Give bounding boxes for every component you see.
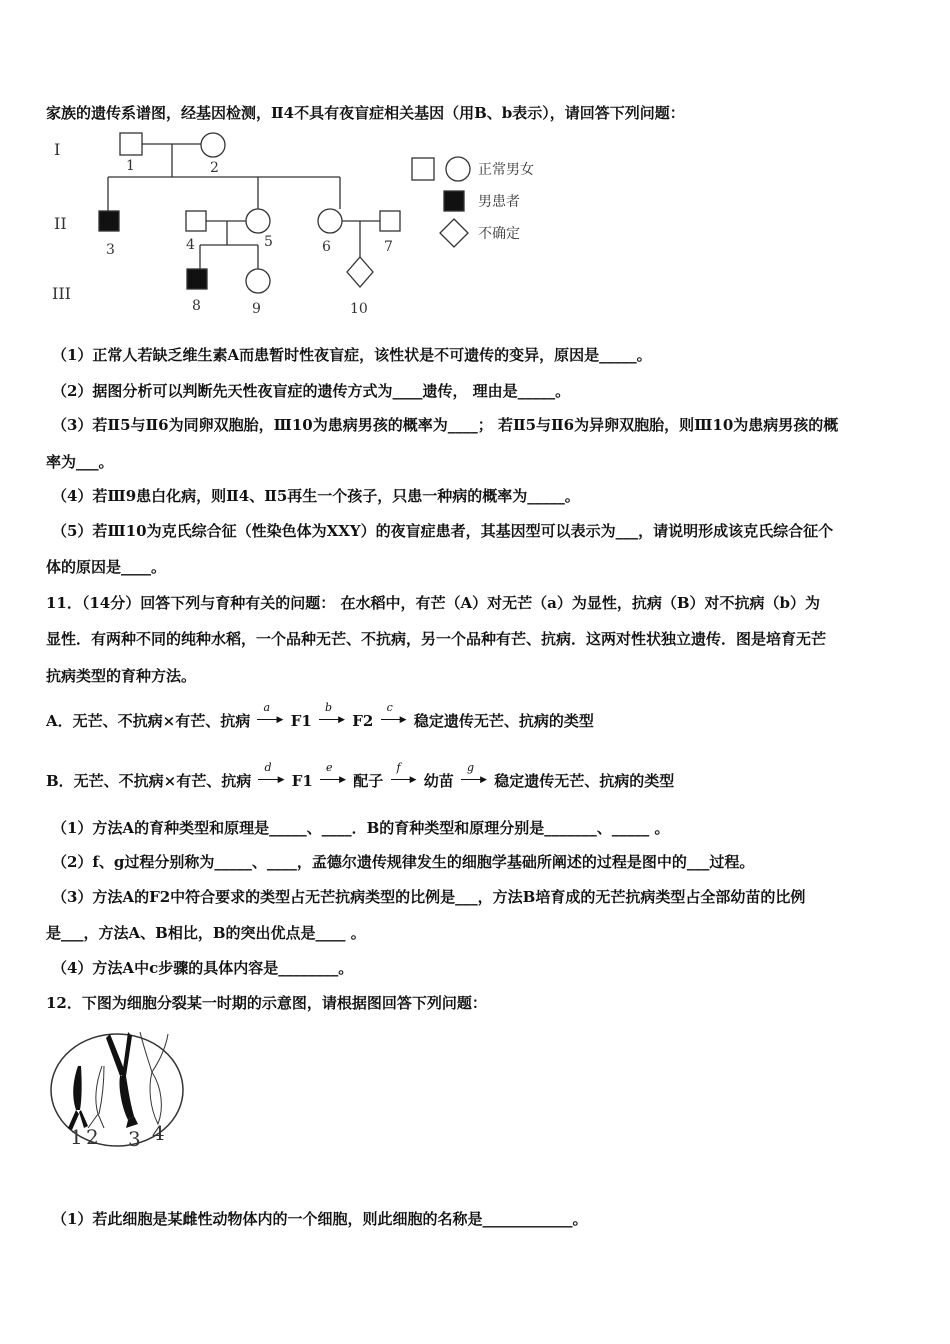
individual-number-5: 5 bbox=[264, 234, 273, 250]
q10-sub2: （2）据图分析可以判断先天性夜盲症的遗传方式为____遗传， 理由是_____。 bbox=[52, 382, 571, 400]
pedigree-individual-7 bbox=[380, 211, 400, 231]
individual-number-3: 3 bbox=[106, 242, 115, 258]
method-a-flow: A．无芒、不抗病×有芒、抗病 a ▶ F1 b ▶ F2 c ▶ 稳定遗传无芒、抗病的类型 bbox=[46, 701, 594, 730]
q11-sub3: （3）方法A的F2中符合要求的类型占无芒抗病类型的比例是___，方法B培育成的无芒抗病类型占全部幼苗的比例 bbox=[52, 888, 806, 906]
q10-sub3-cont: 率为___。 bbox=[46, 453, 114, 471]
individual-number-6: 6 bbox=[322, 239, 331, 255]
pedigree-individual-1 bbox=[120, 133, 142, 155]
legend-label-uncertain: 不确定 bbox=[478, 226, 520, 242]
q11-stem-line1: 11．（14分）回答下列与育种有关的问题： 在水稻中，有芒（A）对无芒（a）为显性，抗病（B）对不抗病（b）为 bbox=[46, 594, 820, 612]
q10-sub4: （4）若Ⅲ9患白化病，则Ⅱ4、Ⅱ5再生一个孩子，只患一种病的概率为_____。 bbox=[52, 487, 580, 505]
chromosome-label-4: 4 bbox=[152, 1121, 165, 1145]
pedigree-individual-4 bbox=[186, 211, 206, 231]
generation-label-2: II bbox=[54, 214, 67, 233]
individual-number-4: 4 bbox=[186, 237, 195, 253]
arrow-c: c ▶ bbox=[381, 715, 407, 729]
q10-sub3: （3）若Ⅱ5与Ⅱ6为同卵双胞胎，Ⅲ10为患病男孩的概率为____； 若Ⅱ5与Ⅱ6为异卵双胞胎，则Ⅲ10为患病男孩的概 bbox=[52, 416, 839, 434]
pedigree-individual-6 bbox=[318, 209, 342, 233]
pedigree-individual-9 bbox=[246, 269, 270, 293]
generation-label-1: I bbox=[54, 140, 61, 159]
legend-female-normal-symbol bbox=[446, 157, 470, 181]
q11-sub3-cont: 是___，方法A、B相比，B的突出优点是____ 。 bbox=[46, 924, 366, 942]
individual-number-8: 8 bbox=[192, 298, 201, 314]
pedigree-individual-2 bbox=[201, 133, 225, 157]
q11-sub4: （4）方法A中c步骤的具体内容是________。 bbox=[52, 959, 354, 977]
pedigree-individual-5 bbox=[246, 209, 270, 233]
intro-text: 家族的遗传系谱图，经基因检测，Ⅱ4不具有夜盲症相关基因（用B、b表示），请回答下列问题： bbox=[46, 104, 685, 122]
q11-stem-line3: 抗病类型的育种方法。 bbox=[46, 667, 197, 685]
generation-label-3: III bbox=[52, 284, 71, 303]
arrow-b: b ▶ bbox=[319, 715, 345, 729]
arrow-f: f ▶ bbox=[391, 775, 417, 789]
q12-sub1: （1）若此细胞是某雌性动物体内的一个细胞，则此细胞的名称是____________。 bbox=[52, 1210, 588, 1228]
q10-sub5-cont: 体的原因是____。 bbox=[46, 558, 167, 576]
pedigree-individual-8 bbox=[187, 269, 207, 289]
legend-label-male-affected: 男患者 bbox=[478, 194, 520, 210]
q11-stem-line2: 显性．有两种不同的纯种水稻，一个品种无芒、不抗病，另一个品种有芒、抗病．这两对性状独立遗传．图是培育无芒 bbox=[46, 630, 827, 648]
q11-sub1: （1）方法A的育种类型和原理是_____、____．B的育种类型和原理分别是_______、_____ 。 bbox=[52, 819, 670, 837]
individual-number-9: 9 bbox=[252, 301, 261, 317]
chromosome-label-3: 3 bbox=[128, 1127, 141, 1151]
q11-sub2: （2）f、g过程分别称为_____、____，孟德尔遗传规律发生的细胞学基础所阐述的过程是图中的___过程。 bbox=[52, 853, 755, 871]
arrow-d: d ▶ bbox=[258, 775, 284, 789]
pedigree-individual-3 bbox=[99, 211, 119, 231]
pedigree-diagram bbox=[40, 125, 580, 325]
individual-number-7: 7 bbox=[384, 239, 393, 255]
arrow-e: e ▶ bbox=[320, 775, 346, 789]
arrow-a: a ▶ bbox=[257, 715, 283, 729]
q12-title: 12．下图为细胞分裂某一时期的示意图，请根据图回答下列问题： bbox=[46, 994, 487, 1012]
legend-male-normal-symbol bbox=[412, 158, 434, 180]
individual-number-1: 1 bbox=[126, 158, 135, 174]
legend-uncertain-symbol bbox=[440, 219, 468, 247]
pedigree-individual-10 bbox=[347, 257, 373, 287]
method-b-flow: B．无芒、不抗病×有芒、抗病 d ▶ F1 e ▶ 配子 f ▶ 幼苗 g ▶ 稳定遗传无芒、抗病的类型 bbox=[46, 761, 675, 790]
legend-label-normal: 正常男女 bbox=[478, 162, 534, 178]
individual-number-10: 10 bbox=[350, 301, 368, 317]
chromosome-label-1: 1 bbox=[70, 1125, 83, 1149]
q10-sub5: （5）若Ⅲ10为克氏综合征（性染色体为XXY）的夜盲症患者，其基因型可以表示为___，请说明形成该克氏综合征个 bbox=[52, 522, 834, 540]
chromosome-label-2: 2 bbox=[86, 1125, 99, 1149]
arrow-g: g ▶ bbox=[461, 775, 487, 789]
individual-number-2: 2 bbox=[210, 160, 219, 176]
cell-division-diagram bbox=[48, 1028, 188, 1158]
legend-male-affected-symbol bbox=[444, 191, 464, 211]
q10-sub1: （1）正常人若缺乏维生素A而患暂时性夜盲症，该性状是不可遗传的变异，原因是_____。 bbox=[52, 346, 652, 364]
